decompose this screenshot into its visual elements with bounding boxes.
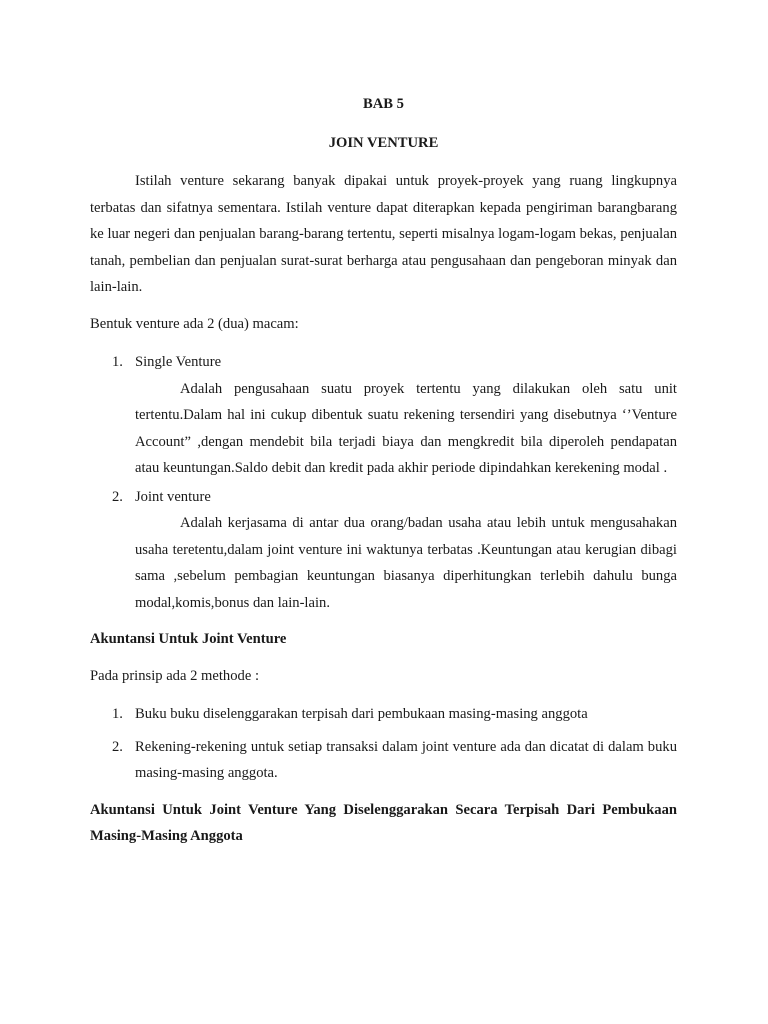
list-item (90, 734, 677, 787)
list-item-text: Buku buku diselenggarakan terpisah dari pembukaan masing-masing anggota (135, 706, 588, 722)
list-item (90, 349, 677, 482)
list-number: 1. (112, 354, 123, 370)
section-heading: Akuntansi Untuk Joint Venture Yang Diselenggarakan Secara Terpisah Dari Pembukaan Masing-Masing Anggota (90, 801, 677, 844)
list-item (90, 484, 677, 617)
methods-list (90, 701, 677, 787)
list-item-title: Single Venture (135, 354, 222, 370)
types-intro-paragraph: Bentuk venture ada 2 (dua) macam: (90, 315, 299, 332)
page-title: JOIN VENTURE (328, 134, 439, 151)
list-item-title: Joint venture (135, 488, 211, 505)
list-item-text: Rekening-rekening untuk setiap transaksi dalam joint venture ada dan dicatat di dalam buku masing-masing anggota. (135, 738, 677, 781)
list-number: 2. (112, 488, 123, 505)
list-item (90, 701, 677, 728)
list-item-description: Adalah pengusahaan suatu proyek tertentu yang dilakukan oleh satu unit tertentu.Dalam hal ini cukup dibentuk suatu rekening tersendiri yang disebutnya ‘’Venture Account” ,dengan mendebit bila terjadi biaya dan mengkredit bila diperoleh pendapatan atau keuntungan.Saldo debit dan kredit pada akhir periode dipindahkan kerekening modal . (135, 380, 677, 476)
methods-intro-paragraph: Pada prinsip ada 2 methode : (90, 667, 260, 684)
list-number: 1. (112, 706, 123, 722)
venture-types-list (90, 349, 677, 616)
intro-paragraph: Istilah venture sekarang banyak dipakai untuk proyek-proyek yang ruang lingkupnya terbatas dan sifatnya sementara. Istilah venture dapat diterapkan kepada pengiriman barangbarang ke luar negeri dan penjualan barang-barang tertentu, seperti misalnya logam-logam bekas, penjualan tanah, pembelian dan penjualan surat-surat berharga atau pengusahaan dan pengeboran minyak dan lain-lain. (90, 173, 677, 295)
section-heading: Akuntansi Untuk Joint Venture (90, 631, 287, 647)
list-number: 2. (112, 738, 123, 755)
chapter-heading: BAB 5 (363, 96, 404, 112)
list-item-description: Adalah kerjasama di antar dua orang/badan usaha atau lebih untuk mengusahakan usaha teretentu,dalam joint venture ini waktunya terbatas .Keuntungan atau kerugian dibagi sama ,sebelum pembagian keuntungan biasanya diperhitungkan terlebih dahulu bunga modal,komis,bonus dan lain-lain. (135, 515, 677, 611)
